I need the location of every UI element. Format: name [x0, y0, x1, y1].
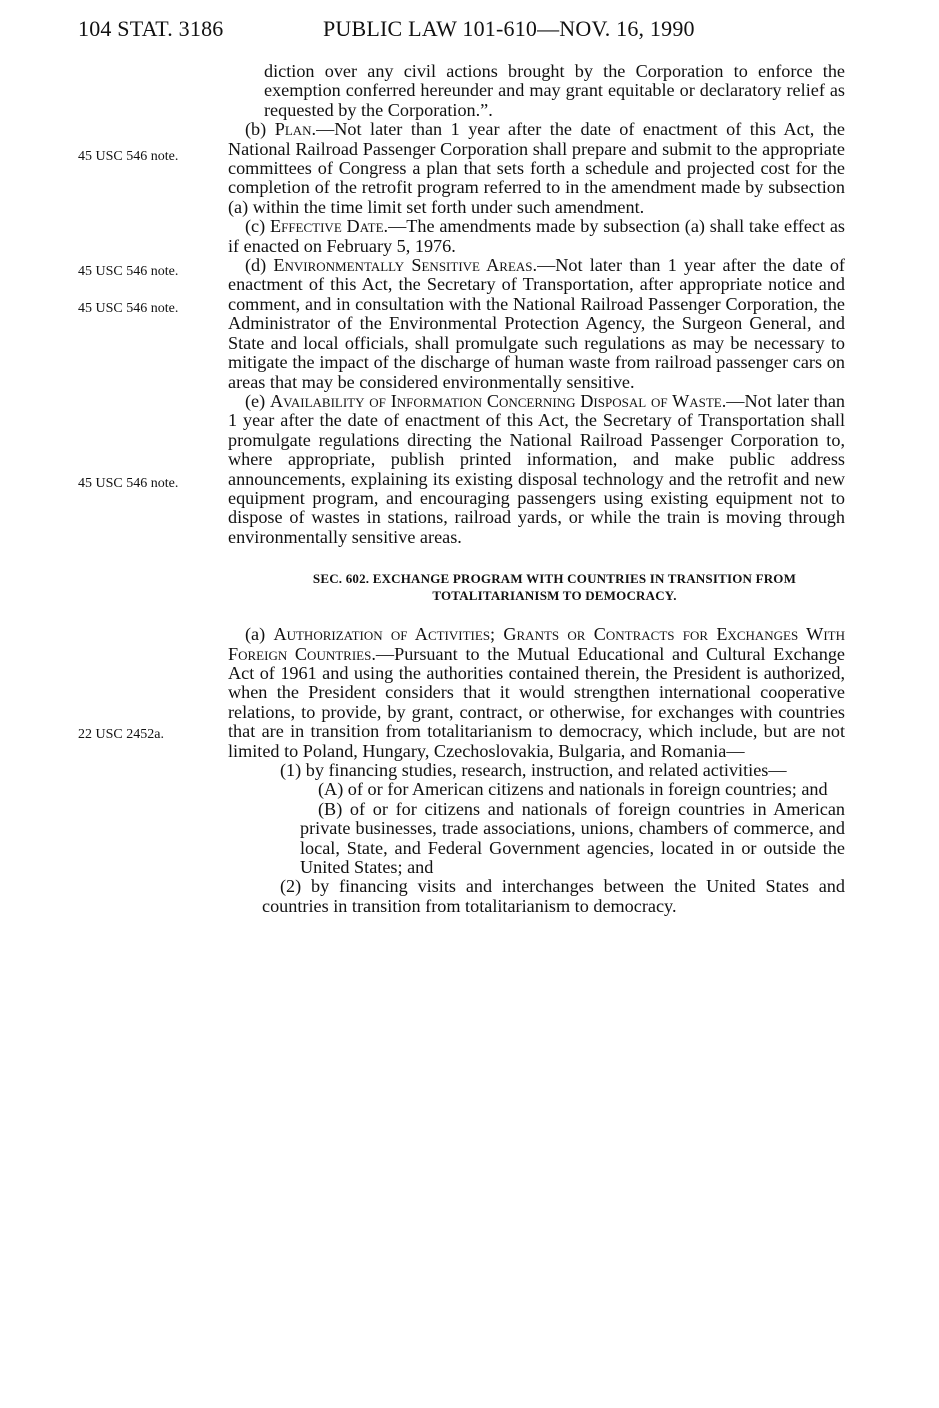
subsection-label: (a): [245, 624, 274, 645]
subsection-heading: Authorization of Activities; Grants or Contracts for Exchanges With Foreign Countries: [228, 624, 845, 664]
page-header: [0, 0, 939, 56]
margin-note: 22 USC 2452a.: [78, 727, 164, 742]
section-heading: [264, 570, 845, 604]
subsection-heading: Availability of Information Concerning Disposal of Waste: [270, 390, 722, 411]
paragraph-2: (2) by financing visits and interchanges between the United States and countries in transition from totalitarianism to democracy.: [262, 876, 845, 916]
subsection-c: [228, 217, 845, 256]
subsection-e: [228, 392, 845, 547]
subsection-label: (c): [245, 216, 270, 237]
subsection-text: .—Not later than 1 year after the date of enactment of this Act, the Secretary of Transportation, after appropriate notice and comment, and in consultation with the National Railroad Passenger Corporation, the Administrator of the Environmental Protection Agency, the Surgeon General, and State and local officials, shall promulgate such regulations as may be necessary to mitigate the impact of the discharge of human waste from railroad passenger cars on areas that may be considered environmentally sensitive.: [228, 255, 845, 392]
subsection-heading: Plan: [274, 119, 312, 140]
margin-note: 45 USC 546 note.: [78, 149, 179, 164]
continuation-paragraph: diction over any civil actions brought by the Corporation to enforce the exemption conferred hereunder and may grant equitable or declaratory relief as requested by the Corporation.”.: [264, 61, 845, 120]
subsection-b: [228, 120, 845, 217]
section-heading-line: TOTALITARIANISM TO DEMOCRACY.: [432, 588, 677, 604]
subsection-d: [228, 256, 845, 392]
subsection-heading: Environmentally Sensitive Areas: [273, 255, 533, 276]
subsection-label: (b): [245, 119, 275, 140]
margin-note: 45 USC 546 note.: [78, 301, 179, 316]
subsection-label: (e): [245, 390, 270, 411]
subsection-text: .—Pursuant to the Mutual Educational and Cultural Exchange Act of 1961 and using the authorities contained therein, the President is authorized, when the President considers that it would strengthen international cooperative relations, to provide, by grant, contract, or otherwise, for exchanges with countries that are in transition from totalitarianism to democracy, which include, but are not limited to Poland, Hungary, Czechoslovakia, Bulgaria, and Romania—: [228, 643, 845, 761]
margin-note: 45 USC 546 note.: [78, 264, 179, 279]
subsection-text: .—The amendments made by subsection (a) shall take effect as if enacted on February 5, 1976.: [228, 216, 845, 256]
paragraph-1: (1) by financing studies, research, instruction, and related activities—: [280, 760, 787, 780]
stat-page-number: 104 STAT. 3186: [78, 16, 224, 41]
subsection-heading: Effective Date: [269, 216, 384, 237]
subsection-label: (d): [245, 255, 274, 276]
subsection-a: [228, 625, 845, 761]
subsection-text: .—Not later than 1 year after the date of enactment of this Act, the National Railroad Passenger Corporation shall prepare and submit to the appropriate committees of Congress a plan that sets forth a schedule and projected cost for the completion of the retrofit program referred to in the amendment made by subsection (a) within the time limit set forth under such amendment.: [228, 119, 845, 217]
law-text-body: [228, 62, 845, 916]
public-law-title: PUBLIC LAW 101-610—NOV. 16, 1990: [323, 16, 695, 41]
subsection-text: .—Not later than 1 year after the date of enactment of this Act, the Secretary of Transportation shall promulgate regulations directing the National Railroad Passenger Corporation to, where appropriate, publish printed information, and make public address announcements, explaining its existing disposal technology and the retrofit and new equipment program, and encouraging passengers using existing equipment not to dispose of wastes in stations, railroad yards, or while the train is moving through environmentally sensitive areas.: [228, 390, 845, 547]
subparagraph-a: (A) of or for American citizens and nationals in foreign countries; and: [318, 779, 828, 800]
section-heading-line: SEC. 602. EXCHANGE PROGRAM WITH COUNTRIES IN TRANSITION FROM: [312, 571, 797, 587]
margin-note: 45 USC 546 note.: [78, 476, 179, 491]
subparagraph-b: (B) of or for citizens and nationals of foreign countries in American private businesses, trade associations, unions, chambers of commerce, and local, State, and Federal Government agencies, located in or outside the United States; and: [300, 798, 845, 878]
